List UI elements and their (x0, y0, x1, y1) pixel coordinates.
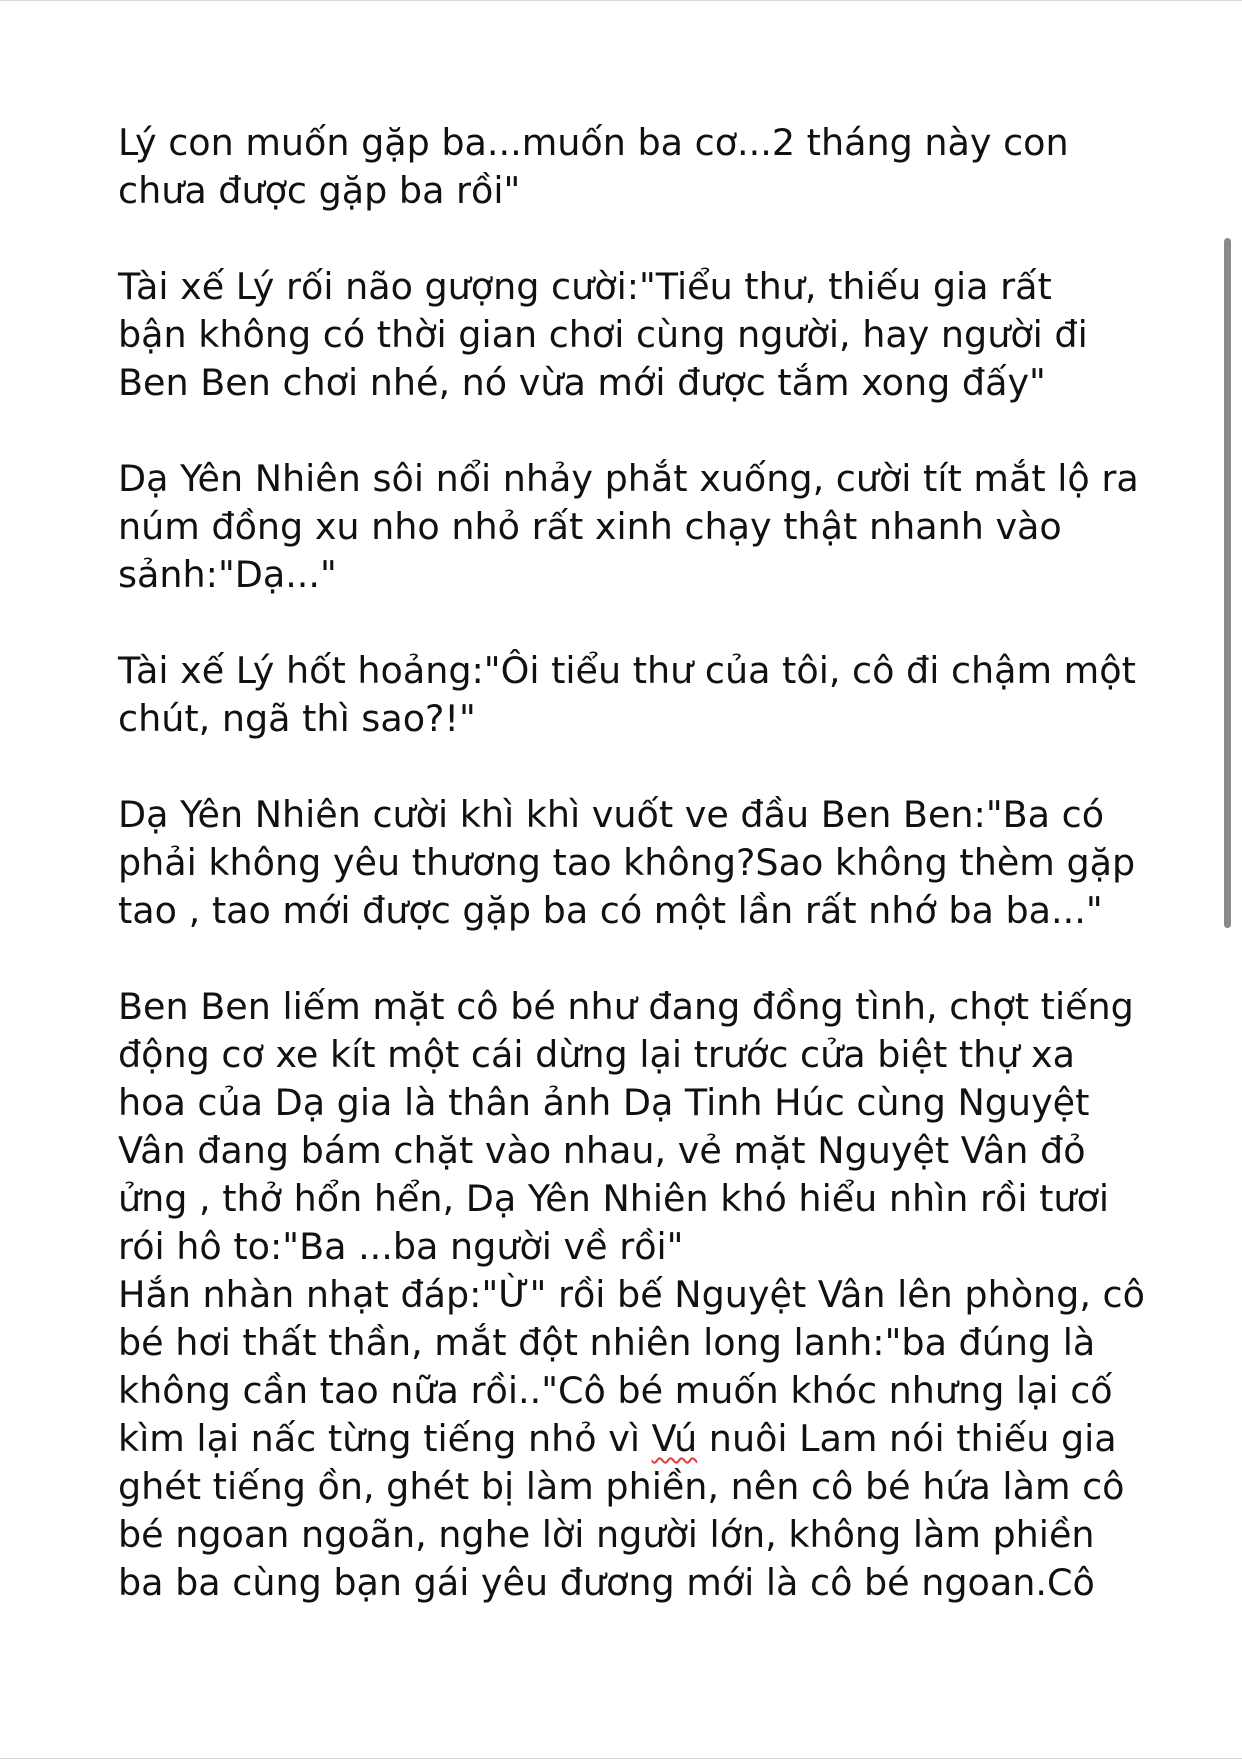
text-line (118, 1511, 1128, 1559)
text-segment: không cần tao nữa rồi.."Cô bé muốn khóc nhưng lại cố (118, 1369, 1113, 1412)
text-line (118, 791, 1128, 839)
text-segment: núm đồng xu nho nhỏ rất xinh chạy thật nhanh vào (118, 505, 1062, 548)
text-segment: bé hơi thất thần, mắt đột nhiên long lanh:"ba đúng là (118, 1321, 1096, 1364)
text-line (118, 1463, 1128, 1511)
text-line (118, 1031, 1128, 1079)
misspelled-word: Vú (651, 1417, 698, 1460)
text-segment: nuôi Lam nói thiếu gia (697, 1417, 1117, 1460)
text-segment: động cơ xe kít một cái dừng lại trước cửa biệt thự xa (118, 1033, 1076, 1076)
document-body[interactable] (118, 119, 1145, 1607)
text-line (118, 1079, 1128, 1127)
paragraph (118, 119, 1128, 215)
text-line (118, 263, 1128, 311)
text-segment: rói hô to:"Ba ...ba người về rồi" (118, 1225, 684, 1268)
text-line (118, 1223, 1128, 1271)
text-line (118, 359, 1128, 407)
paragraph (118, 983, 1145, 1607)
paragraph-spacer (118, 743, 1128, 791)
text-line (118, 1175, 1128, 1223)
text-line (118, 311, 1128, 359)
text-segment: hoa của Dạ gia là thân ảnh Dạ Tinh Húc cùng Nguyệt (118, 1081, 1090, 1124)
paragraph (118, 455, 1139, 599)
text-segment: Hắn nhàn nhạt đáp:"Ừ" rồi bế Nguyệt Vân lên phòng, cô (118, 1273, 1145, 1316)
text-line (118, 503, 1128, 551)
text-line (118, 1271, 1145, 1319)
text-segment: Vân đang bám chặt vào nhau, vẻ mặt Nguyệt Vân đỏ (118, 1129, 1086, 1172)
text-segment: chưa được gặp ba rồi" (118, 169, 521, 212)
text-segment: ba ba cùng bạn gái yêu đương mới là cô bé ngoan.Cô (118, 1561, 1095, 1604)
text-segment: ửng , thở hổn hển, Dạ Yên Nhiên khó hiểu nhìn rồi tươi (118, 1177, 1110, 1220)
text-segment: ghét tiếng ồn, ghét bị làm phiền, nên cô bé hứa làm cô (118, 1465, 1125, 1508)
text-segment: kìm lại nấc từng tiếng nhỏ vì (118, 1417, 652, 1460)
text-segment: Lý con muốn gặp ba...muốn ba cơ...2 tháng này con (118, 121, 1069, 164)
text-line (118, 119, 1128, 167)
text-line (118, 1415, 1128, 1463)
text-segment: Dạ Yên Nhiên cười khì khì vuốt ve đầu Ben Ben:"Ba có (118, 793, 1105, 836)
text-line (118, 1367, 1128, 1415)
text-line (118, 695, 1128, 743)
text-segment: Dạ Yên Nhiên sôi nổi nhảy phắt xuống, cười tít mắt lộ ra (118, 457, 1139, 500)
vertical-scrollbar[interactable] (1224, 238, 1231, 928)
text-line (118, 167, 1128, 215)
paragraph-spacer (118, 935, 1128, 983)
text-line (118, 551, 1128, 599)
paragraph-spacer (118, 599, 1128, 647)
text-segment: Tài xế Lý hốt hoảng:"Ôi tiểu thư của tôi, cô đi chậm một (118, 649, 1136, 692)
text-segment: tao , tao mới được gặp ba có một lần rất nhớ ba ba..." (118, 889, 1103, 932)
paragraph (118, 791, 1136, 935)
text-segment: Ben Ben chơi nhé, nó vừa mới được tắm xong đấy" (118, 361, 1046, 404)
text-line (118, 455, 1139, 503)
paragraph (118, 263, 1128, 407)
text-segment: sảnh:"Dạ..." (118, 553, 337, 596)
text-segment: Ben Ben liếm mặt cô bé như đang đồng tình, chợt tiếng (118, 985, 1134, 1028)
text-segment: bé ngoan ngoãn, nghe lời người lớn, không làm phiền (118, 1513, 1095, 1556)
text-line (118, 1319, 1128, 1367)
text-line (118, 1559, 1128, 1607)
text-segment: bận không có thời gian chơi cùng người, hay người đi (118, 313, 1088, 356)
text-line (118, 1127, 1128, 1175)
paragraph (118, 647, 1136, 743)
text-line (118, 839, 1136, 887)
paragraph-spacer (118, 407, 1128, 455)
text-segment: phải không yêu thương tao không?Sao không thèm gặp (118, 841, 1136, 884)
text-line (118, 983, 1134, 1031)
paragraph-spacer (118, 215, 1128, 263)
text-segment: chút, ngã thì sao?!" (118, 697, 476, 740)
text-line (118, 887, 1128, 935)
text-segment: Tài xế Lý rối não gượng cười:"Tiểu thư, thiếu gia rất (118, 265, 1052, 308)
text-line (118, 647, 1136, 695)
